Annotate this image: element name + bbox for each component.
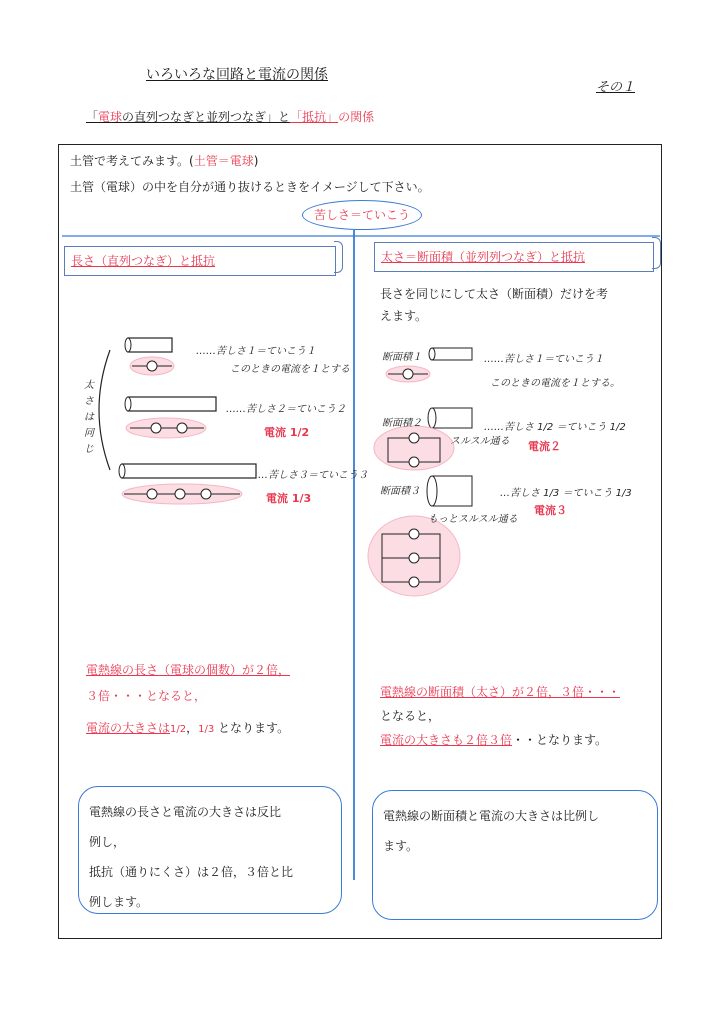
difficulty-pill: 苦しさ＝ていこう: [302, 200, 422, 230]
right-label-3: 断面積３: [380, 486, 420, 497]
left-note-1: ……苦しさ１＝ていこう１: [196, 346, 316, 357]
bulb-series-1-icon: [130, 357, 174, 375]
bulb-series-2-icon: [126, 418, 206, 438]
right-result-3: 電流の大きさも２倍３倍・・となります。: [380, 733, 608, 747]
cross-section-3-icon: [427, 476, 472, 506]
right-result-2: となると，: [380, 709, 441, 723]
right-current-2: 電流２: [528, 440, 561, 453]
page-number: その１: [596, 80, 636, 95]
right-note-2: ……苦しさ 1/2 ＝ていこう 1/2: [484, 422, 626, 433]
left-current-3: 電流 1/3: [266, 492, 312, 505]
tube-1-icon: [125, 338, 172, 352]
right-current-3: 電流３: [534, 504, 567, 517]
left-current-2: 電流 1/2: [264, 426, 310, 439]
side-label: 太さは同じ: [84, 380, 94, 455]
right-label-2: 断面積２: [382, 418, 422, 429]
right-note-3-sub: もっとスルスル通る: [428, 514, 518, 525]
bulb-parallel-3-icon: [368, 516, 460, 596]
right-note-1-sub: このときの電流を１とする。: [490, 378, 620, 389]
bulb-parallel-2-icon: [374, 426, 454, 470]
right-label-1: 断面積１: [382, 352, 422, 363]
left-note-1-sub: このときの電流を１とする: [230, 364, 350, 375]
left-note-3: …苦しさ３＝ていこう３: [258, 470, 368, 481]
subtitle: 「電球の直列つなぎと並列つなぎ」と「抵抗」の関係: [86, 110, 375, 124]
right-note-3: …苦しさ 1/3 ＝ていこう 1/3: [500, 488, 632, 499]
right-note-2-sub: スルスル通る: [450, 436, 510, 447]
right-banner: 太さ＝断面積（並列列つなぎ）と抵抗: [374, 242, 654, 272]
tube-2-icon: [125, 397, 216, 411]
left-note-2: ……苦しさ２＝ていこう２: [226, 404, 346, 415]
subtitle-red-2: 「抵抗」: [290, 110, 339, 124]
left-result-1: 電熱線の長さ（電球の個数）が２倍，: [86, 663, 291, 677]
page-title: いろいろな回路と電流の関係: [146, 67, 328, 83]
cross-section-1-icon: [429, 348, 472, 360]
bulb-series-3-icon: [122, 484, 242, 504]
left-banner: 長さ（直列つなぎ）と抵抗: [64, 246, 336, 276]
right-summary-box: 電熱線の断面積と電流の大きさは比例し ます。: [372, 790, 658, 920]
bulb-parallel-1-icon: [386, 366, 430, 382]
intro-line-1: 土管で考えてみます。(土管＝電球): [70, 154, 259, 168]
left-summary-box: 電熱線の長さと電流の大きさは反比 例し， 抵抗（通りにくさ）は２倍，３倍と比 例します。: [78, 786, 342, 914]
tube-3-icon: [119, 464, 256, 478]
intro-line-2: 土管（電球）の中を自分が通り抜けるときをイメージして下さい。: [70, 180, 430, 194]
left-result-3: 電流の大きさは1/2，1/3 となります。: [86, 721, 290, 735]
right-desc-1: 長さを同じにして太さ（断面積）だけを考: [380, 287, 609, 301]
left-result-2: ３倍・・・となると，: [86, 689, 207, 703]
right-desc-2: えます。: [380, 309, 428, 323]
cross-section-2-icon: [428, 408, 472, 428]
right-note-1: ……苦しさ１＝ていこう１: [484, 354, 604, 365]
right-result-1: 電熱線の断面積（太さ）が２倍，３倍・・・: [380, 685, 621, 699]
subtitle-red-1: 電球: [98, 110, 123, 124]
